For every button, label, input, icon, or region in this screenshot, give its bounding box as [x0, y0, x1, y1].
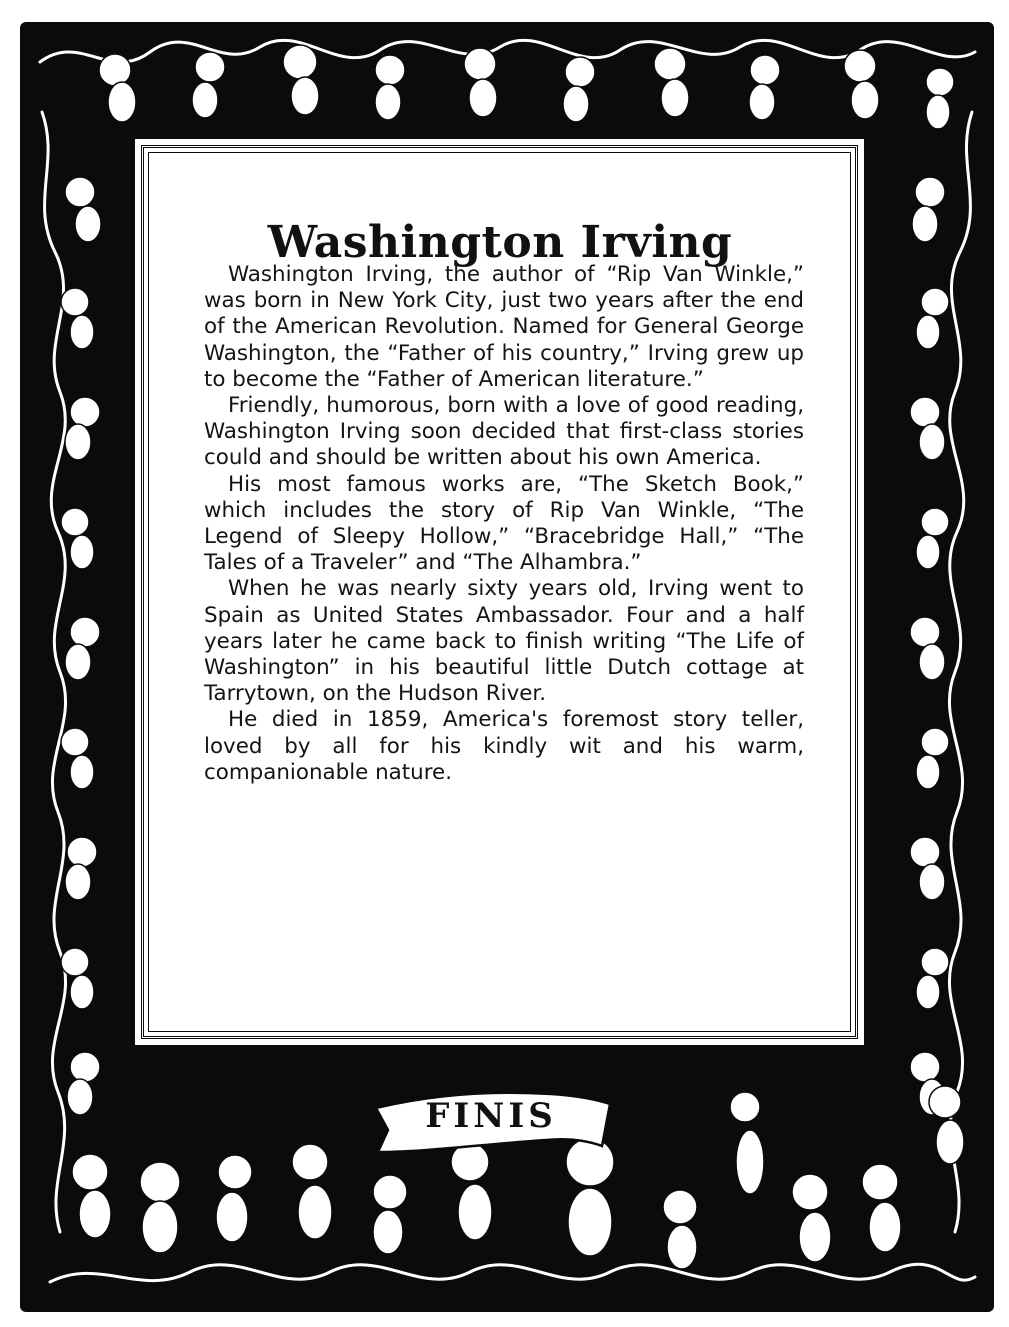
figure-top-6 [563, 57, 595, 122]
figure-top-8 [749, 55, 780, 120]
page-title: Washington Irving [267, 217, 733, 269]
figure-top-2 [192, 52, 225, 118]
paragraph: Friendly, humorous, born with a love of good reading, Washington Irving soon decided that first-class stories could and should be written about his own America. [204, 393, 804, 471]
figure-top-9 [844, 50, 879, 119]
biography-text [204, 262, 804, 786]
paragraph: His most famous works are, “The Sketch Book,” which includes the story of Rip Van Winkle, “The Legend of Sleepy Hollow,” “Bracebridge Hall,” “The Tales of a Traveler” and “The Alhambra.” [204, 471, 804, 576]
figure-top-5 [464, 48, 497, 117]
figure-top-1 [99, 54, 136, 122]
figure-top-4 [375, 55, 405, 120]
figure-top-7 [654, 48, 689, 117]
figure-top-3 [283, 45, 319, 115]
paragraph: Washington Irving, the author of “Rip Van Winkle,” was born in New York City, just two years after the end of the American Revolution. Named for General George Washington, the “Father of his country,” Irving grew up to become the “Father of American literature.” [204, 262, 804, 392]
figure-top-10 [926, 68, 954, 129]
finis-label: FINIS [425, 1096, 557, 1136]
paragraph: When he was nearly sixty years old, Irving went to Spain as United States Ambassador. Four and a half years later he came back to finish writing “The Life of Washington” in his beautiful little Dutch cottage at Tarrytown, on the Hudson River. [204, 576, 804, 707]
paragraph: He died in 1859, America's foremost story teller, loved by all for his kindly wit and his warm, companionable nature. [204, 707, 804, 785]
